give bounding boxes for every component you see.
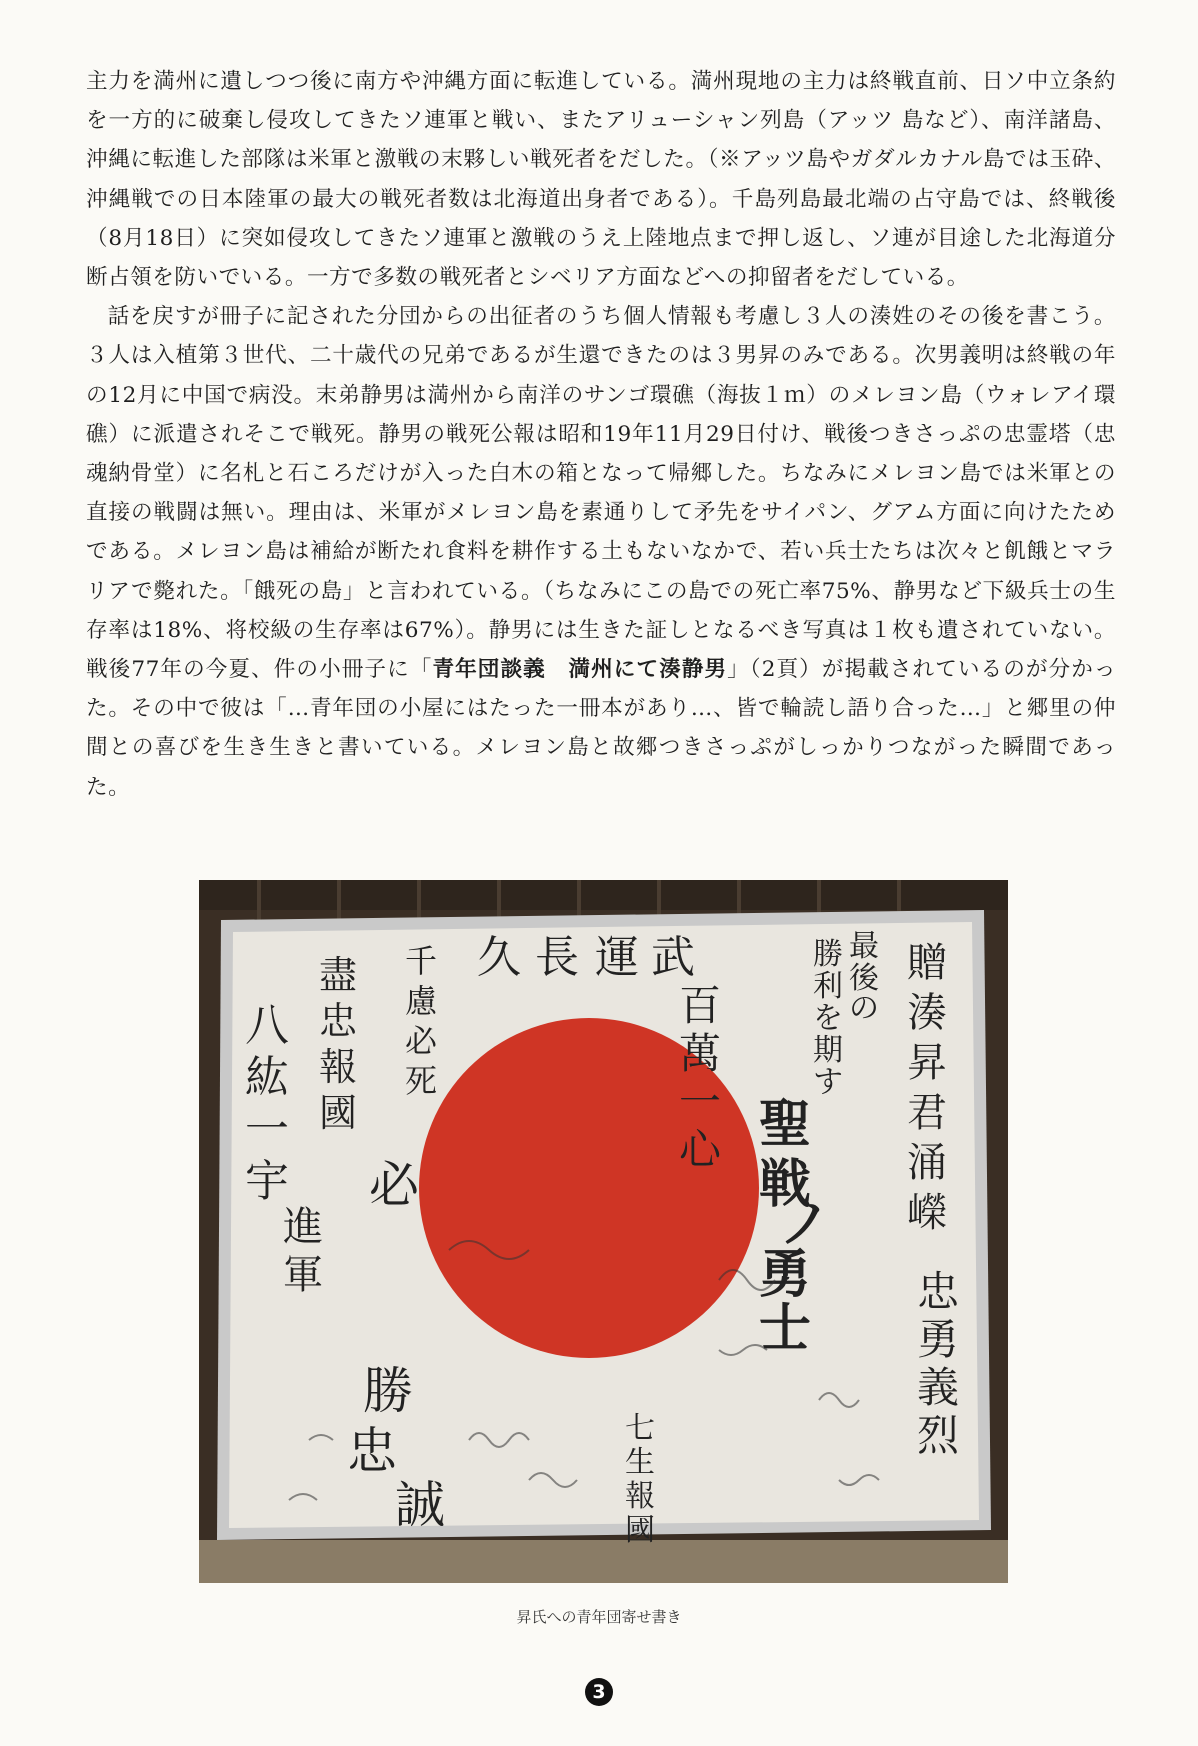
signature-char: ノ [779,1194,832,1255]
signature-right-lower [917,1267,960,1460]
signature-char: 紘 [245,1052,289,1103]
signature-bottom-center [625,1411,655,1548]
signature-char: 八 [245,1000,289,1051]
signature-top-char: 運 [595,932,639,983]
signature-char: 湊 [907,990,947,1036]
signature-char: 烈 [917,1411,960,1460]
signature-char: 國 [625,1513,655,1548]
signature-char: 義 [917,1363,960,1412]
signature-char: 千 [405,942,438,980]
signature-char: 國 [319,1091,358,1135]
signature-char: 盡 [319,953,358,997]
signature-char: 忠 [917,1267,960,1316]
signature-char: 必 [369,1156,419,1214]
signature-char: 忠 [319,999,358,1043]
signature-top-char: 武 [651,932,695,983]
signature-left-column [245,1000,289,1207]
signature-char: 誠 [395,1476,445,1534]
signature-char: 士 [759,1298,812,1359]
signature-char: 勝 [813,937,843,972]
signature-char: 忠 [347,1422,397,1480]
paragraph-2 [86,297,1116,807]
signature-char: 必 [405,1022,438,1060]
page-number: 3 [585,1678,613,1706]
signature-char: 涌 [907,1140,947,1186]
publication-title: 青年団談義 満州にて湊静男 [432,657,728,683]
signature-char: 勇 [759,1244,812,1305]
paragraph-2-continuation: 」（2頁）が掲載されているのが分かった。その中で彼は「…青年団の小屋にはたった一冊本があり…、皆で輪読し語り合った…」と郷里の仲間との喜びを生き生きと書いている。メレヨン島と故郷つきさっぷがしっかりつながった瞬間であった。 [86,657,1116,800]
signature-char: を [813,1001,843,1036]
signature-char: 君 [907,1090,947,1136]
signature-char: 萬 [679,1029,722,1078]
signature-char: 勇 [917,1315,960,1364]
signature-top-char: 久 [477,932,521,983]
signature-char: 報 [319,1045,358,1089]
signature-char: 贈 [907,940,947,986]
signature-char: 心 [679,1125,722,1174]
signature-top-char: 長 [535,932,579,983]
paragraph-1: 主力を満州に遺しつつ後に南方や沖縄方面に転進している。満州現地の主力は終戦直前、日ソ中立条約を一方的に破棄し侵攻してきたソ連軍と戦い、またアリューシャン列島（アッツ 島など）、南洋諸島、沖縄に転進した部隊は米軍と激戦の末夥しい戦死者をだした。（※アッツ島やガダルカナル島では玉砕、沖縄戦での日本陸軍の最大の戦死者数は北海道出身者である）。千島列島最北端の占守島では、終戦後（8月18日）に突如侵攻してきたソ連軍と激戦のうえ上陸地点まで押し返し、ソ連が目途した北海道分断占領を防いでいる。一方で多数の戦死者とシベリア方面などへの抑留者をだしている。 [86,69,1116,291]
signature-char: 軍 [283,1252,323,1298]
signature-center-upper [679,981,723,1174]
signature-char: 死 [405,1062,438,1100]
signature-char: 嶸 [907,1190,947,1236]
paragraph-2-text: 話を戻すが冊子に記された分団からの出征者のうち個人情報も考慮し３人の湊姓のその後を書こう。３人は入植第３世代、二十歳代の兄弟であるが生還できたのは３男昇のみである。次男義明は終戦の年の12月に中国で病没。末弟静男は満州から南洋のサンゴ環礁（海抜１ｍ）のメレヨン島（ウォレアイ環礁）に派遣されそこで戦死。静男の戦死公報は昭和19年11月29日付け、戦後つきさっぷの忠霊塔（忠魂納骨堂）に名札と石ころだけが入った白木の箱となって帰郷した。ちなみにメレヨン島では米軍との直接の戦闘は無い。理由は、米軍がメレヨン島を素通りして矛先をサイパン、グアム方面に向けたためである。メレヨン島は補給が断たれ食料を耕作する土もないなかで、若い兵士たちは次々と飢餓とマラリアで斃れた。「餓死の島」と言われている。（ちなみにこの島での死亡率75%、静男など下級兵士の生存率は18%、将校級の生存率は67%）。静男には生きた証しとなるべき写真は１枚も遺されていない。戦後77年の今夏、件の小冊子に「 [86,304,1116,683]
flag-photo-drawing [199,880,1008,1583]
signature-char: 報 [625,1479,655,1514]
signature-char: 進 [283,1204,323,1250]
photo-caption: 昇氏への青年団寄せ書き [516,1608,682,1626]
signature-char: 勝 [363,1362,413,1420]
signature-char: 戦 [759,1154,812,1215]
signature-char: の [849,991,879,1026]
signature-char: 宇 [245,1156,289,1207]
signature-char: す [813,1065,843,1100]
signature-char: 慮 [405,982,438,1020]
signature-char: 利 [813,969,843,1004]
signature-char: 一 [245,1104,289,1155]
signature-char: 最 [849,929,879,964]
signature-char: 一 [679,1077,722,1126]
flag-photo [199,880,1008,1583]
signature-char: 聖 [759,1094,812,1155]
signature-char: 七 [625,1411,655,1446]
signature-char: 昇 [907,1040,947,1086]
signature-char: 生 [625,1445,655,1480]
signature-char: 後 [849,961,879,996]
article-body [86,62,1116,807]
signature-char: 期 [813,1033,843,1068]
signature-char: 百 [679,981,722,1030]
